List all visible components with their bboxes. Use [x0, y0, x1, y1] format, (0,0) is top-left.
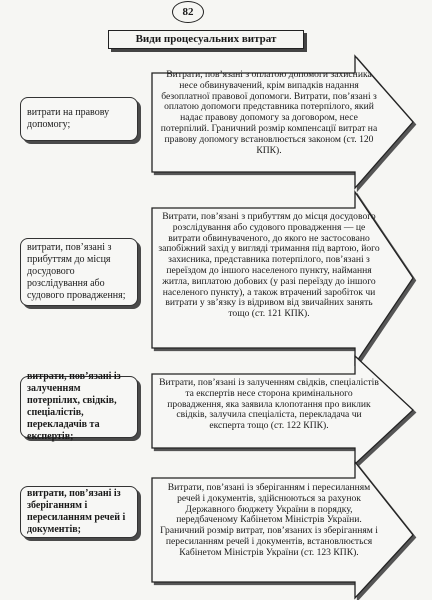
cost-type-label: витрати, пов’язані із залученням потерпілих, свідків, спеціалістів, перекладачів та експертів;: [27, 371, 121, 442]
diagram-title: Види процесуальних витрат: [108, 30, 304, 49]
cost-type-box-storage: [20, 486, 138, 538]
cost-description-witnesses: Витрати, пов’язані із залученням свідків, спеціалістів та експертів несе сторона кримінального провадження, яка заявила клопотання про виклик свідків, залучила спеціаліста, перекладача чи експерта тощо (ст. 122 КПК).: [159, 377, 379, 432]
cost-type-box-witnesses: [20, 371, 138, 442]
cost-type-box-legal-aid: [20, 97, 138, 141]
cost-type-box-travel: [20, 238, 138, 306]
cost-description-storage: Витрати, пов’язані із зберіганням і пересиланням речей і документів, здійснюються за рахунок Державного бюджету України в порядку, передбаченому Кабінетом Міністрів України. Граничний розмір витрат, пов’язаних із зберіганням і пересиланням речей і документів, встановлюється Кабінетом Міністрів України (ст. 123 КПК).: [160, 482, 378, 558]
cost-type-label: витрати, пов’язані з прибуттям до місця досудового розслідування або судового провадження;: [27, 242, 126, 301]
cost-type-label: витрати на правову допомогу;: [27, 107, 110, 130]
cost-description-travel: Витрати, пов’язані з прибуттям до місця досудового розслідування або судового провадження — це витрати обвинуваченого, до якого не застосовано запобіжний захід у вигляді тримання під вартою, його захисника, представника потерпілого, пов’язані з переїздом до іншого населеного пункту, наймання житла, виплатою добових (у разі переїзду до іншого населеного пункту), а також втрачений заробіток чи витрати у зв’язку із відривом від звичайних занять тощо (ст. 121 КПК).: [158, 211, 380, 320]
cost-type-label: витрати, пов’язані із зберіганням і пересиланням речей і документів;: [27, 488, 126, 535]
cost-description-legal-aid: Витрати, пов’язані з оплатою допомоги захисника несе обвинувачений, крім випадків надання безоплатної правової допомоги. Витрати, пов’язані з оплатою допомоги представника потерпілого, який надає правову допомогу за договором, несе потерпілий. Граничний розмір компенсації витрат на правову допомогу встановлюється законом (ст. 120 КПК).: [160, 69, 378, 156]
page-number: 82: [172, 1, 204, 23]
